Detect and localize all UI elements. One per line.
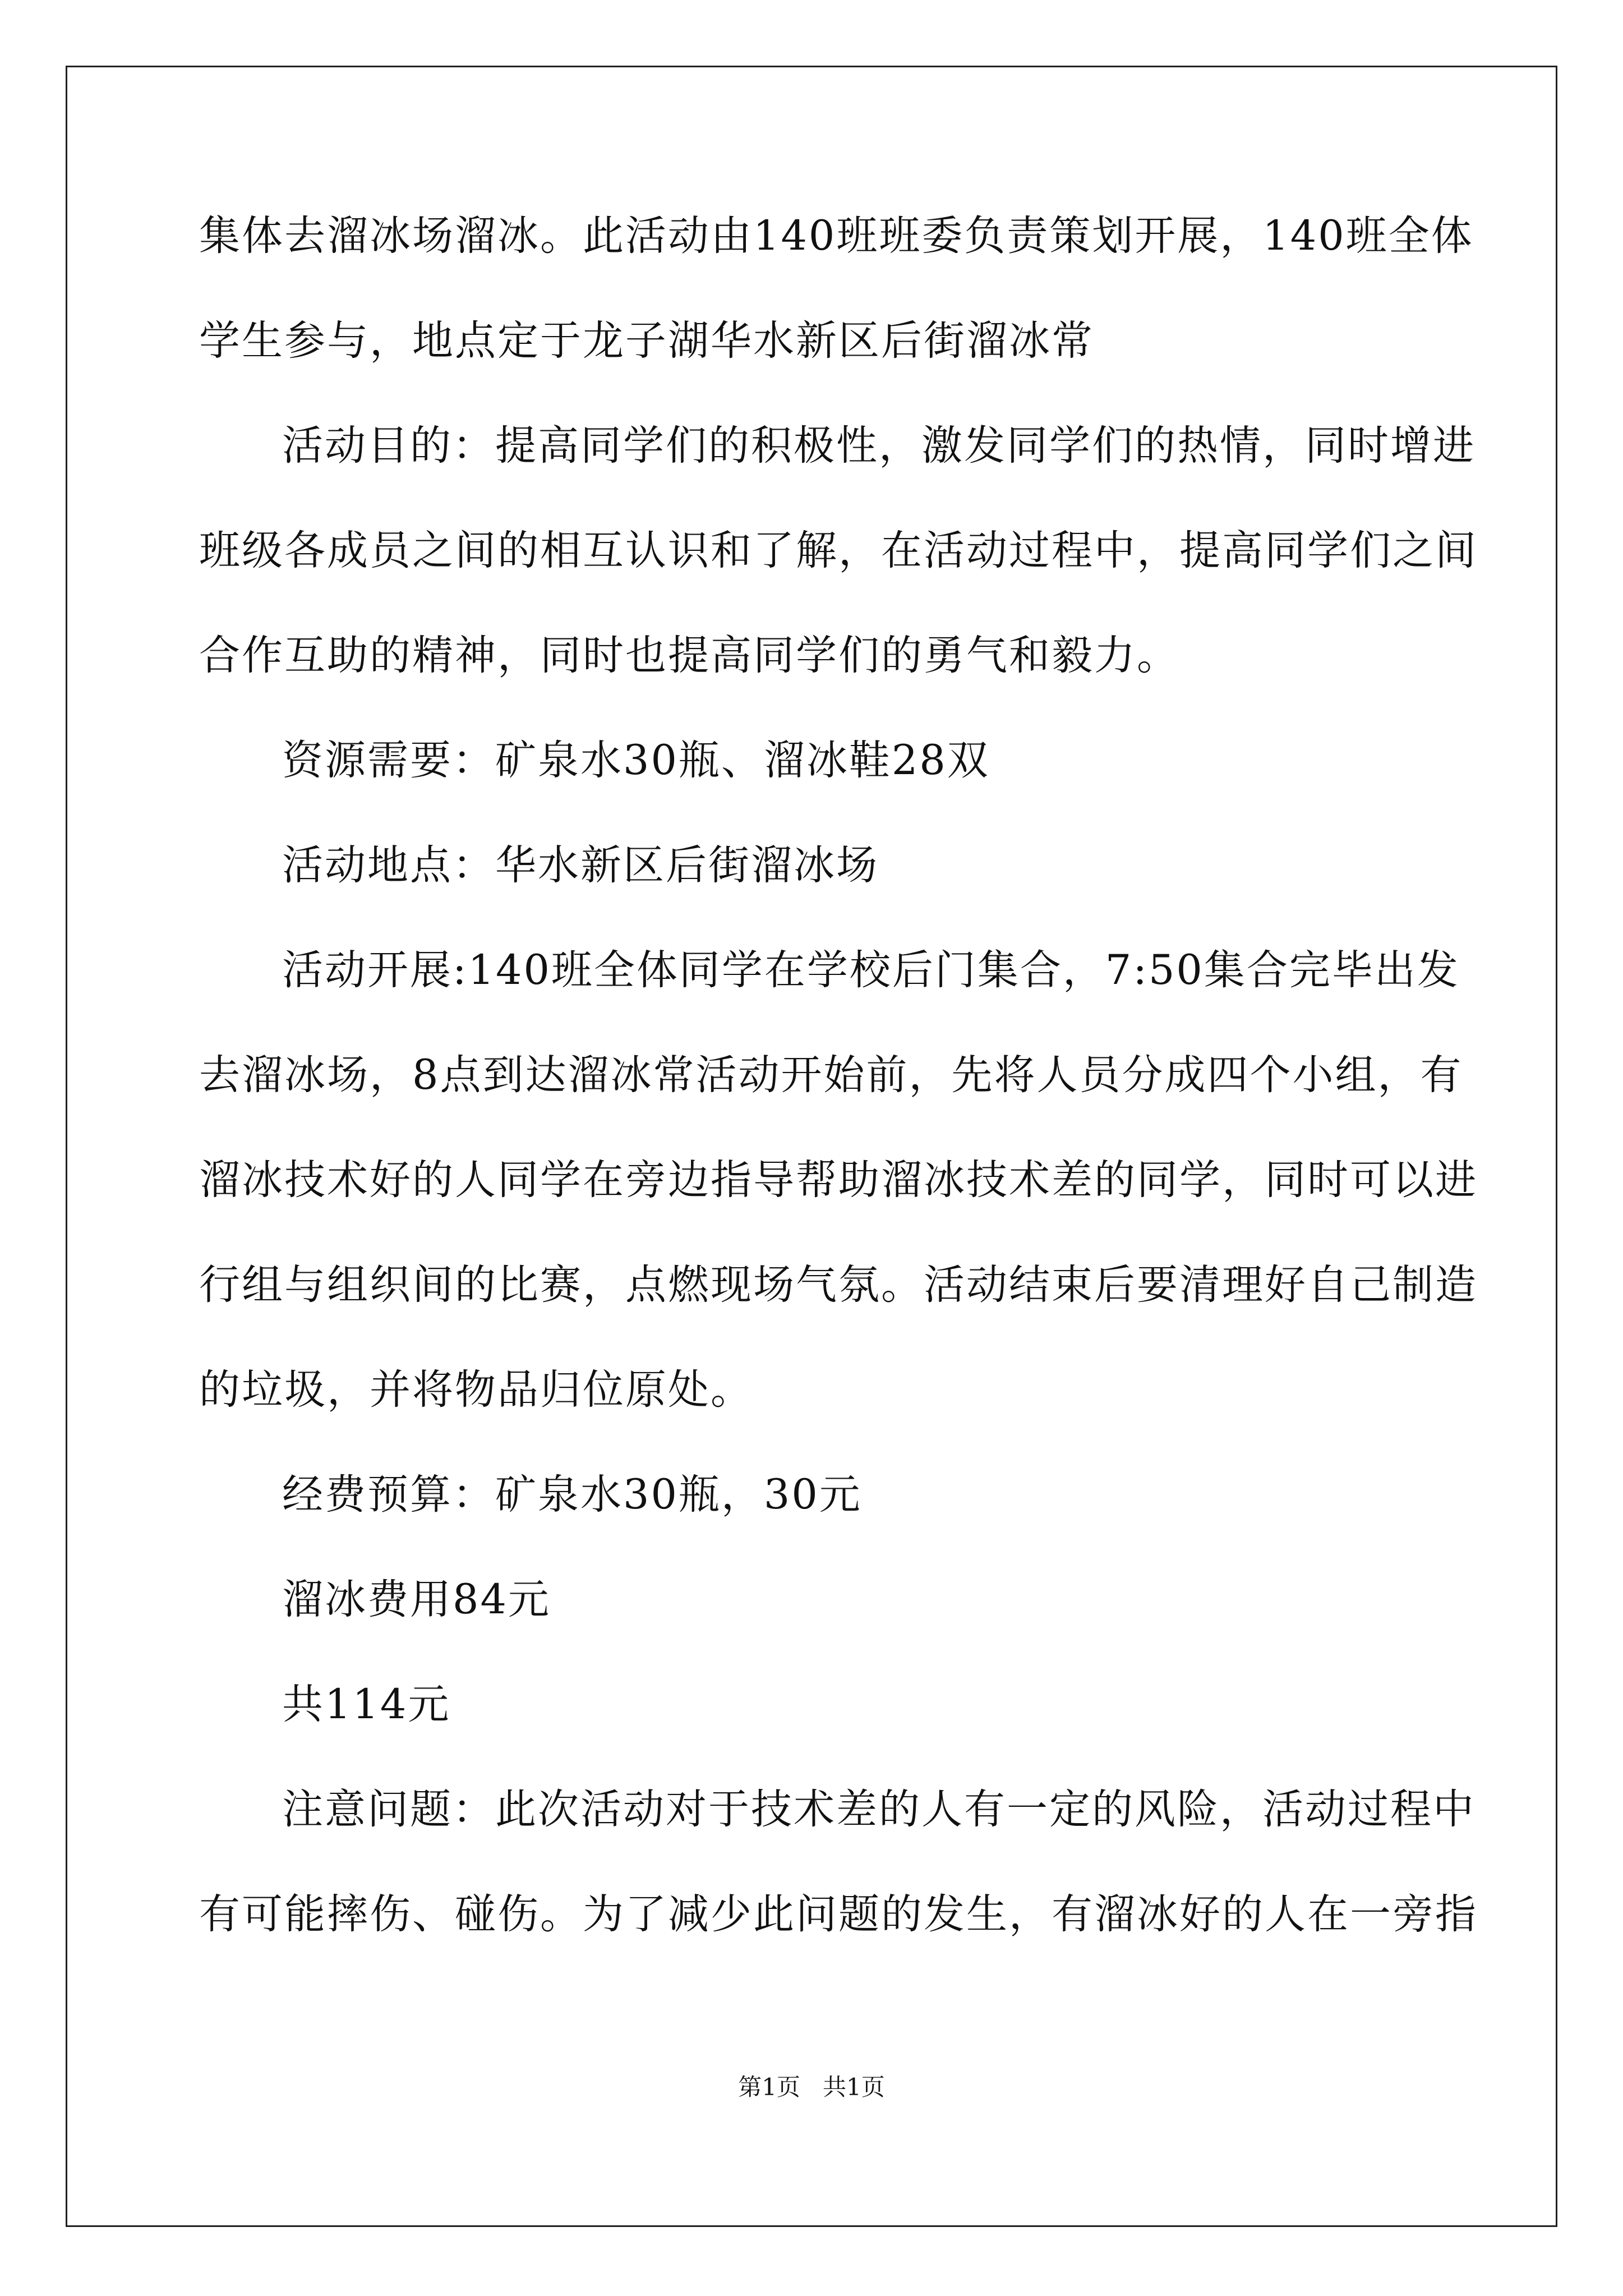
paragraph-budget: 经费预算：矿泉水30瓶，30元 <box>282 1471 862 1519</box>
text-line: 学生参与，地点定于龙子湖华水新区后街溜冰常 <box>199 317 1094 365</box>
paragraph-notes: 注意问题：此次活动对于技术差的人有一定的风险，活动过程中 <box>282 1786 1476 1833</box>
paragraph-purpose: 活动目的：提高同学们的积极性，激发同学们的热情，同时增进 <box>282 422 1476 470</box>
page-footer: 第1页 共1页 <box>738 2073 885 2101</box>
paragraph-activity: 活动开展:140班全体同学在学校后门集合，7:50集合完毕出发 <box>282 946 1460 994</box>
document-body <box>199 210 1478 1994</box>
text-line: 合作互助的精神，同时也提高同学们的勇气和毅力。 <box>199 632 1179 679</box>
text-line: 行组与组织间的比赛，点燃现场气氛。活动结束后要清理好自己制造 <box>199 1261 1478 1309</box>
paragraph-total: 共114元 <box>282 1681 451 1728</box>
text-line: 有可能摔伤、碰伤。为了减少此问题的发生，有溜冰好的人在一旁指 <box>199 1890 1478 1938</box>
text-line: 集体去溜冰场溜冰。此活动由140班班委负责策划开展，140班全体 <box>199 212 1474 260</box>
text-line: 班级各成员之间的相互认识和了解，在活动过程中，提高同学们之间 <box>199 527 1478 574</box>
text-line: 的垃圾，并将物品归位原处。 <box>199 1366 753 1414</box>
text-line: 去溜冰场，8点到达溜冰常活动开始前，先将人员分成四个小组，有 <box>199 1051 1463 1099</box>
paragraph-resources: 资源需要：矿泉水30瓶、溜冰鞋28双 <box>282 737 990 784</box>
paragraph-location: 活动地点：华水新区后街溜冰场 <box>282 841 879 889</box>
text-line: 溜冰技术好的人同学在旁边指导帮助溜冰技术差的同学，同时可以进 <box>199 1156 1478 1204</box>
paragraph-skating-fee: 溜冰费用84元 <box>282 1576 551 1623</box>
